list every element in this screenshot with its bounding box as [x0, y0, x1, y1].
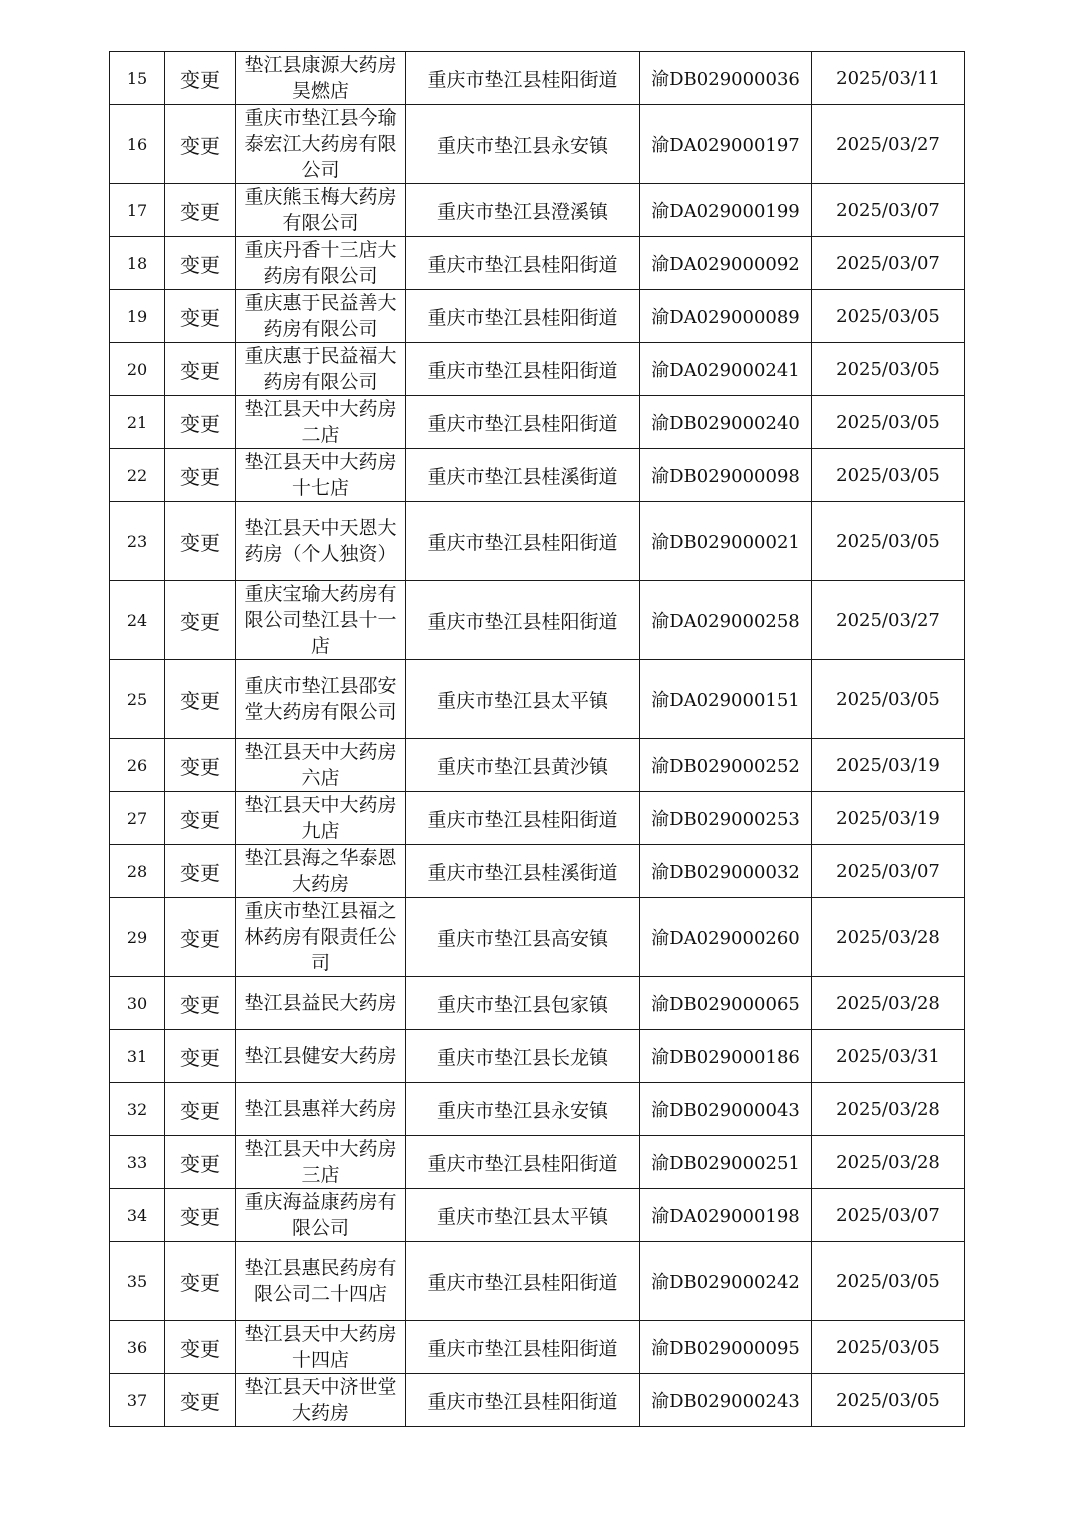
row-number-cell: 25 [110, 660, 165, 739]
license-number-cell: 渝DB029000065 [640, 977, 812, 1030]
pharmacy-name-cell: 垫江县康源大药房昊燃店 [236, 52, 406, 105]
pharmacy-name-cell: 垫江县益民大药房 [236, 977, 406, 1030]
row-number-cell: 21 [110, 396, 165, 449]
table-row [110, 290, 965, 343]
date-cell: 2025/03/05 [812, 502, 965, 581]
change-type-cell: 变更 [165, 977, 236, 1030]
license-number-cell: 渝DB029000043 [640, 1083, 812, 1136]
license-number-cell: 渝DA029000197 [640, 105, 812, 184]
license-number-cell: 渝DB029000186 [640, 1030, 812, 1083]
license-number-cell: 渝DB029000240 [640, 396, 812, 449]
date-cell: 2025/03/19 [812, 739, 965, 792]
license-number-cell: 渝DB029000253 [640, 792, 812, 845]
date-cell: 2025/03/05 [812, 449, 965, 502]
date-cell: 2025/03/07 [812, 1189, 965, 1242]
license-number-cell: 渝DA029000089 [640, 290, 812, 343]
date-cell: 2025/03/05 [812, 1321, 965, 1374]
pharmacy-name-cell: 重庆市垫江县邵安堂大药房有限公司 [236, 660, 406, 739]
row-number-cell: 17 [110, 184, 165, 237]
license-number-cell: 渝DB029000036 [640, 52, 812, 105]
table-row [110, 581, 965, 660]
table-row [110, 1242, 965, 1321]
pharmacy-name-cell: 垫江县天中大药房十四店 [236, 1321, 406, 1374]
address-cell: 重庆市垫江县桂阳街道 [406, 290, 640, 343]
address-cell: 重庆市垫江县太平镇 [406, 1189, 640, 1242]
license-number-cell: 渝DB029000252 [640, 739, 812, 792]
date-cell: 2025/03/05 [812, 660, 965, 739]
change-type-cell: 变更 [165, 845, 236, 898]
row-number-cell: 29 [110, 898, 165, 977]
address-cell: 重庆市垫江县桂阳街道 [406, 502, 640, 581]
date-cell: 2025/03/05 [812, 1374, 965, 1427]
row-number-cell: 35 [110, 1242, 165, 1321]
license-number-cell: 渝DB029000098 [640, 449, 812, 502]
pharmacy-name-cell: 垫江县惠民药房有限公司二十四店 [236, 1242, 406, 1321]
change-type-cell: 变更 [165, 792, 236, 845]
license-number-cell: 渝DB029000243 [640, 1374, 812, 1427]
pharmacy-name-cell: 重庆惠于民益善大药房有限公司 [236, 290, 406, 343]
address-cell: 重庆市垫江县包家镇 [406, 977, 640, 1030]
table-body [110, 52, 965, 1427]
row-number-cell: 24 [110, 581, 165, 660]
address-cell: 重庆市垫江县桂阳街道 [406, 1242, 640, 1321]
license-number-cell: 渝DA029000241 [640, 343, 812, 396]
table-row [110, 739, 965, 792]
table-row [110, 977, 965, 1030]
table-row [110, 1374, 965, 1427]
table-row [110, 792, 965, 845]
row-number-cell: 26 [110, 739, 165, 792]
table-row [110, 898, 965, 977]
license-number-cell: 渝DA029000199 [640, 184, 812, 237]
row-number-cell: 34 [110, 1189, 165, 1242]
date-cell: 2025/03/05 [812, 396, 965, 449]
license-number-cell: 渝DB029000095 [640, 1321, 812, 1374]
address-cell: 重庆市垫江县桂阳街道 [406, 581, 640, 660]
date-cell: 2025/03/05 [812, 1242, 965, 1321]
row-number-cell: 23 [110, 502, 165, 581]
table-row [110, 845, 965, 898]
address-cell: 重庆市垫江县桂阳街道 [406, 396, 640, 449]
row-number-cell: 18 [110, 237, 165, 290]
table-row [110, 1083, 965, 1136]
pharmacy-change-table [109, 51, 965, 1427]
table-row [110, 105, 965, 184]
pharmacy-name-cell: 重庆熊玉梅大药房有限公司 [236, 184, 406, 237]
address-cell: 重庆市垫江县桂阳街道 [406, 1136, 640, 1189]
date-cell: 2025/03/28 [812, 977, 965, 1030]
pharmacy-name-cell: 垫江县天中天恩大药房（个人独资） [236, 502, 406, 581]
change-type-cell: 变更 [165, 1083, 236, 1136]
address-cell: 重庆市垫江县永安镇 [406, 1083, 640, 1136]
address-cell: 重庆市垫江县桂溪街道 [406, 449, 640, 502]
date-cell: 2025/03/27 [812, 105, 965, 184]
license-number-cell: 渝DB029000242 [640, 1242, 812, 1321]
date-cell: 2025/03/28 [812, 1136, 965, 1189]
change-type-cell: 变更 [165, 739, 236, 792]
change-type-cell: 变更 [165, 1189, 236, 1242]
pharmacy-name-cell: 重庆宝瑜大药房有限公司垫江县十一店 [236, 581, 406, 660]
address-cell: 重庆市垫江县黄沙镇 [406, 739, 640, 792]
date-cell: 2025/03/07 [812, 184, 965, 237]
change-type-cell: 变更 [165, 396, 236, 449]
change-type-cell: 变更 [165, 1136, 236, 1189]
change-type-cell: 变更 [165, 1321, 236, 1374]
row-number-cell: 32 [110, 1083, 165, 1136]
pharmacy-name-cell: 重庆丹香十三店大药房有限公司 [236, 237, 406, 290]
pharmacy-name-cell: 重庆海益康药房有限公司 [236, 1189, 406, 1242]
date-cell: 2025/03/27 [812, 581, 965, 660]
change-type-cell: 变更 [165, 449, 236, 502]
date-cell: 2025/03/28 [812, 1083, 965, 1136]
table-row [110, 52, 965, 105]
pharmacy-name-cell: 垫江县天中大药房三店 [236, 1136, 406, 1189]
table-row [110, 237, 965, 290]
pharmacy-name-cell: 垫江县健安大药房 [236, 1030, 406, 1083]
change-type-cell: 变更 [165, 237, 236, 290]
license-number-cell: 渝DA029000198 [640, 1189, 812, 1242]
pharmacy-name-cell: 垫江县天中大药房十七店 [236, 449, 406, 502]
license-number-cell: 渝DA029000151 [640, 660, 812, 739]
change-type-cell: 变更 [165, 184, 236, 237]
row-number-cell: 15 [110, 52, 165, 105]
table-row [110, 343, 965, 396]
table-row [110, 396, 965, 449]
date-cell: 2025/03/19 [812, 792, 965, 845]
pharmacy-name-cell: 垫江县天中大药房九店 [236, 792, 406, 845]
address-cell: 重庆市垫江县高安镇 [406, 898, 640, 977]
pharmacy-name-cell: 垫江县惠祥大药房 [236, 1083, 406, 1136]
row-number-cell: 16 [110, 105, 165, 184]
pharmacy-name-cell: 垫江县海之华泰恩大药房 [236, 845, 406, 898]
change-type-cell: 变更 [165, 581, 236, 660]
address-cell: 重庆市垫江县桂阳街道 [406, 1374, 640, 1427]
row-number-cell: 36 [110, 1321, 165, 1374]
table-row [110, 660, 965, 739]
pharmacy-name-cell: 重庆惠于民益福大药房有限公司 [236, 343, 406, 396]
address-cell: 重庆市垫江县桂阳街道 [406, 52, 640, 105]
pharmacy-name-cell: 重庆市垫江县福之林药房有限责任公司 [236, 898, 406, 977]
change-type-cell: 变更 [165, 1374, 236, 1427]
table-row [110, 1189, 965, 1242]
license-number-cell: 渝DA029000260 [640, 898, 812, 977]
date-cell: 2025/03/07 [812, 845, 965, 898]
pharmacy-name-cell: 垫江县天中大药房二店 [236, 396, 406, 449]
license-number-cell: 渝DB029000032 [640, 845, 812, 898]
change-type-cell: 变更 [165, 52, 236, 105]
address-cell: 重庆市垫江县澄溪镇 [406, 184, 640, 237]
change-type-cell: 变更 [165, 898, 236, 977]
address-cell: 重庆市垫江县桂阳街道 [406, 792, 640, 845]
date-cell: 2025/03/05 [812, 290, 965, 343]
table-row [110, 1321, 965, 1374]
table-row [110, 502, 965, 581]
address-cell: 重庆市垫江县长龙镇 [406, 1030, 640, 1083]
date-cell: 2025/03/11 [812, 52, 965, 105]
date-cell: 2025/03/28 [812, 898, 965, 977]
row-number-cell: 28 [110, 845, 165, 898]
pharmacy-name-cell: 垫江县天中济世堂大药房 [236, 1374, 406, 1427]
pharmacy-name-cell: 重庆市垫江县今瑜泰宏江大药房有限公司 [236, 105, 406, 184]
change-type-cell: 变更 [165, 1242, 236, 1321]
change-type-cell: 变更 [165, 343, 236, 396]
address-cell: 重庆市垫江县桂阳街道 [406, 1321, 640, 1374]
pharmacy-name-cell: 垫江县天中大药房六店 [236, 739, 406, 792]
license-number-cell: 渝DB029000251 [640, 1136, 812, 1189]
row-number-cell: 30 [110, 977, 165, 1030]
address-cell: 重庆市垫江县太平镇 [406, 660, 640, 739]
row-number-cell: 20 [110, 343, 165, 396]
address-cell: 重庆市垫江县永安镇 [406, 105, 640, 184]
row-number-cell: 33 [110, 1136, 165, 1189]
change-type-cell: 变更 [165, 1030, 236, 1083]
date-cell: 2025/03/05 [812, 343, 965, 396]
address-cell: 重庆市垫江县桂溪街道 [406, 845, 640, 898]
change-type-cell: 变更 [165, 105, 236, 184]
date-cell: 2025/03/07 [812, 237, 965, 290]
table-row [110, 1136, 965, 1189]
change-type-cell: 变更 [165, 660, 236, 739]
row-number-cell: 22 [110, 449, 165, 502]
table-row [110, 184, 965, 237]
change-type-cell: 变更 [165, 290, 236, 343]
license-number-cell: 渝DA029000092 [640, 237, 812, 290]
row-number-cell: 27 [110, 792, 165, 845]
change-type-cell: 变更 [165, 502, 236, 581]
table-row [110, 1030, 965, 1083]
date-cell: 2025/03/31 [812, 1030, 965, 1083]
address-cell: 重庆市垫江县桂阳街道 [406, 343, 640, 396]
row-number-cell: 37 [110, 1374, 165, 1427]
license-number-cell: 渝DA029000258 [640, 581, 812, 660]
row-number-cell: 31 [110, 1030, 165, 1083]
table-row [110, 449, 965, 502]
address-cell: 重庆市垫江县桂阳街道 [406, 237, 640, 290]
license-number-cell: 渝DB029000021 [640, 502, 812, 581]
row-number-cell: 19 [110, 290, 165, 343]
